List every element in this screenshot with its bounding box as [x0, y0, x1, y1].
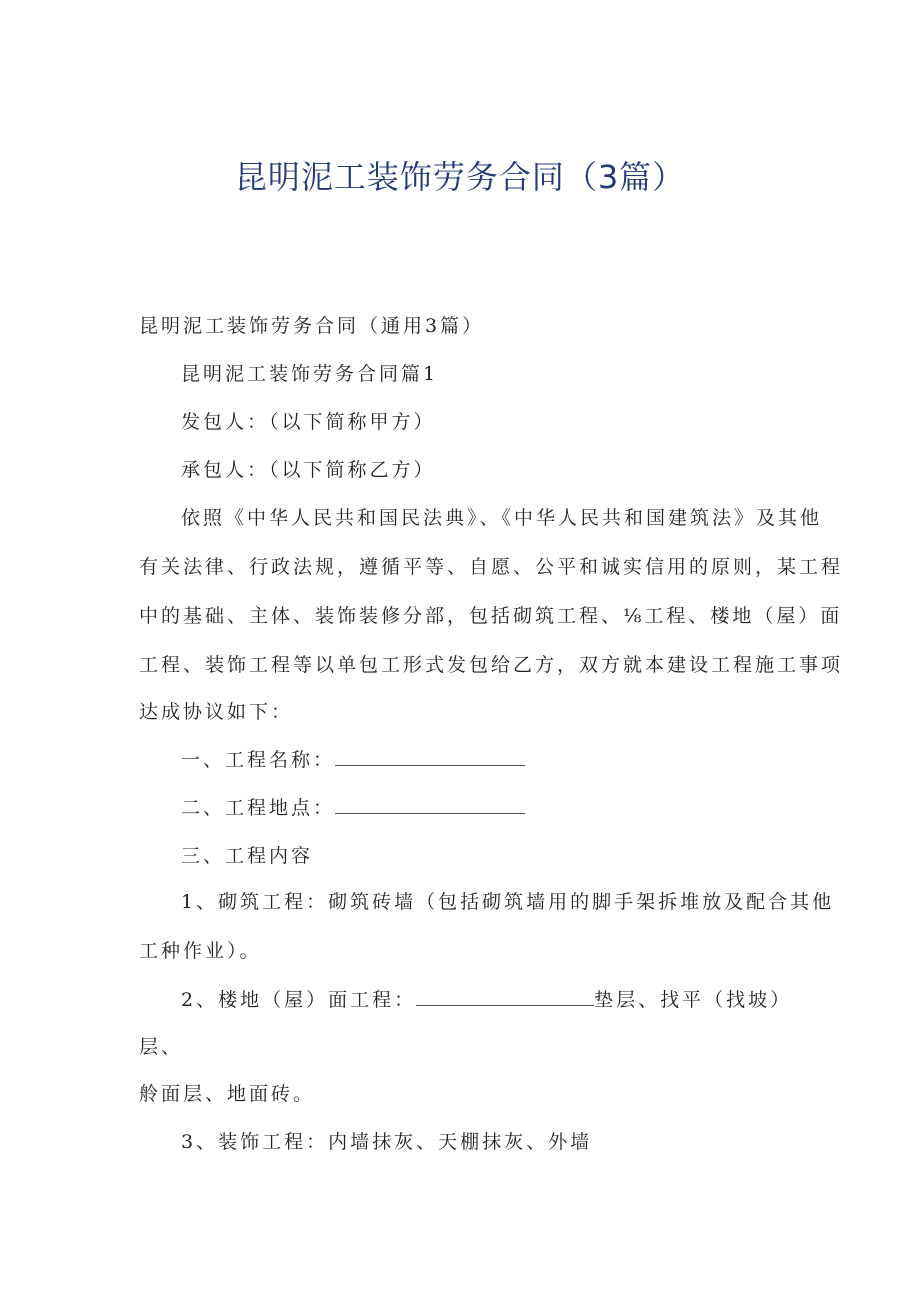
intro-line-4: 工程、装饰工程等以单包工形式发包给乙方，双方就本建设工程施工事项: [139, 654, 844, 676]
floor-line-2: 层、: [139, 1036, 184, 1058]
floor-label: 2、楼地（屋）面工程：: [181, 989, 417, 1011]
floor-after-blank: 垫层、找平（找坡）: [594, 989, 793, 1011]
project-content-heading: 三、工程内容: [181, 845, 314, 867]
project-location-blank[interactable]: [335, 795, 525, 814]
decoration-line: 3、装饰工程：内墙抹灰、天棚抹灰、外墙: [181, 1131, 593, 1153]
section-title: 昆明泥工装饰劳务合同篇1: [181, 363, 439, 385]
intro-line-2: 有关法律、行政法规，遵循平等、自愿、公平和诚实信用的原则，某工程: [139, 556, 844, 578]
party-b-line: 承包人：（以下简称乙方）: [181, 459, 436, 481]
document-title: 昆明泥工装饰劳务合同（3篇）: [234, 158, 686, 196]
floor-row: [181, 985, 792, 1012]
project-name-row: [181, 745, 525, 772]
party-a-line: 发包人：（以下简称甲方）: [181, 411, 436, 433]
floor-blank[interactable]: [416, 987, 594, 1006]
masonry-line-1: 1、砌筑工程：砌筑砖墙（包括砌筑墙用的脚手架拆堆放及配合其他: [181, 891, 835, 913]
intro-line-3: 中的基础、主体、装饰装修分部，包括砌筑工程、⅛工程、楼地（屋）面: [139, 605, 843, 627]
project-name-label: 一、工程名称：: [181, 749, 336, 771]
intro-line-1: 依照《中华人民共和国民法典》、《中华人民共和国建筑法》及其他: [181, 507, 823, 529]
project-location-label: 二、工程地点：: [181, 797, 336, 819]
document-subtitle: 昆明泥工装饰劳务合同（通用3篇）: [139, 315, 485, 337]
project-name-blank[interactable]: [335, 747, 525, 766]
intro-line-5: 达成协议如下：: [139, 701, 294, 723]
project-location-row: [181, 793, 525, 820]
floor-line-3: 舲面层、地面砖。: [139, 1083, 316, 1105]
masonry-line-2: 工种作业）。: [139, 940, 262, 962]
